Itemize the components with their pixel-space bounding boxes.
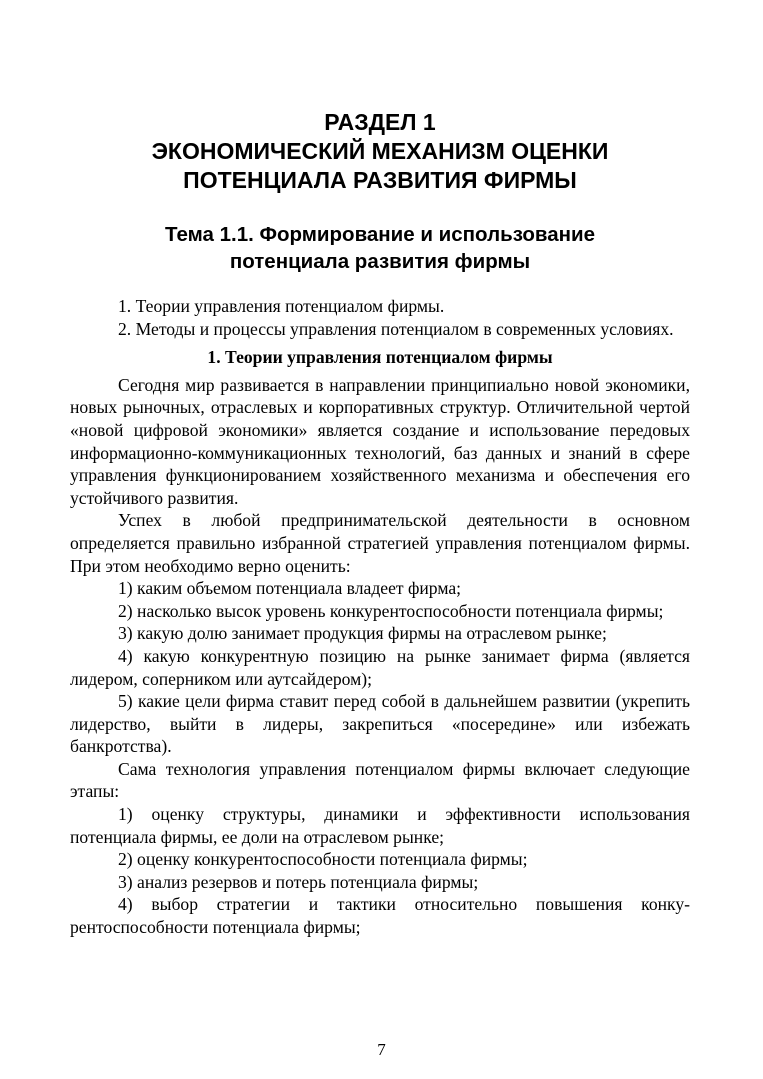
section-title xyxy=(70,108,690,195)
paragraph: Успех в любой предпринимательской деятельности в основном определяется правильно избранной стратегией управления потенциалом фирмы. При этом необходимо верно оценить: xyxy=(70,510,690,576)
subsection-heading: 1. Теории управления потенциалом фирмы xyxy=(207,347,553,368)
paragraph: Сама технология управления потенциалом фирмы включает следующие этапы: xyxy=(70,758,690,802)
body-text xyxy=(70,295,690,939)
list-item: 1) каким объемом потенциала владеет фирма; xyxy=(118,578,462,599)
page-number: 7 xyxy=(377,1040,386,1059)
topic-title-line-1: Тема 1.1. Формирование и использование xyxy=(164,223,596,246)
list-item: 2) насколько высок уровень конкурентоспособности потенциала фирмы; xyxy=(118,600,664,621)
paragraph: Сегодня мир развивается в направлении принципиально новой экономики, новых рыночных, отраслевых и корпоративных структур. Отличительной чертой «новой цифровой экономики» является создание и использование передовых информационно-коммуникационных технологий, баз данных и знаний в сфере управления функционированием хозяйственного механизма и обеспечения его устойчивого развития. xyxy=(70,374,690,508)
list-item: 2) оценку конкурентоспособности потенциала фирмы; xyxy=(118,849,528,870)
topic-title xyxy=(70,221,690,275)
list-item: 3) анализ резервов и потерь потенциала фирмы; xyxy=(118,871,479,892)
list-item: 4) какую конкурентную позицию на рынке занимает фирма (является лидером, соперником или аутсайдером); xyxy=(70,645,690,689)
section-title-line-2: ЭКОНОМИЧЕСКИЙ МЕХАНИЗМ ОЦЕНКИ xyxy=(151,138,609,164)
section-title-line-1: РАЗДЕЛ 1 xyxy=(324,109,436,135)
list-item: 1) оценку структуры, динамики и эффективности использования потенциала фирмы, ее доли на отраслевом рынке; xyxy=(70,804,690,847)
list-item: 4) выбор стратегии и тактики относительно повышения конкурентоспособности потенциала фирмы; xyxy=(70,894,690,938)
outline-item-1: 1. Теории управления потенциалом фирмы. xyxy=(118,296,445,316)
section-title-line-3: ПОТЕНЦИАЛА РАЗВИТИЯ ФИРМЫ xyxy=(183,167,577,193)
list-item: 5) какие цели фирма ставит перед собой в дальнейшем развитии (укрепить лидерство, выйти в лидеры, закрепиться «посередине» или избежать банкротства). xyxy=(70,691,690,757)
page-content xyxy=(70,108,690,939)
outline-item-2: 2. Методы и процессы управления потенциалом в современных условиях. xyxy=(118,318,674,339)
list-item: 3) какую долю занимает продукция фирмы на отраслевом рынке; xyxy=(118,623,607,644)
topic-title-line-2: потенциала развития фирмы xyxy=(229,250,531,273)
